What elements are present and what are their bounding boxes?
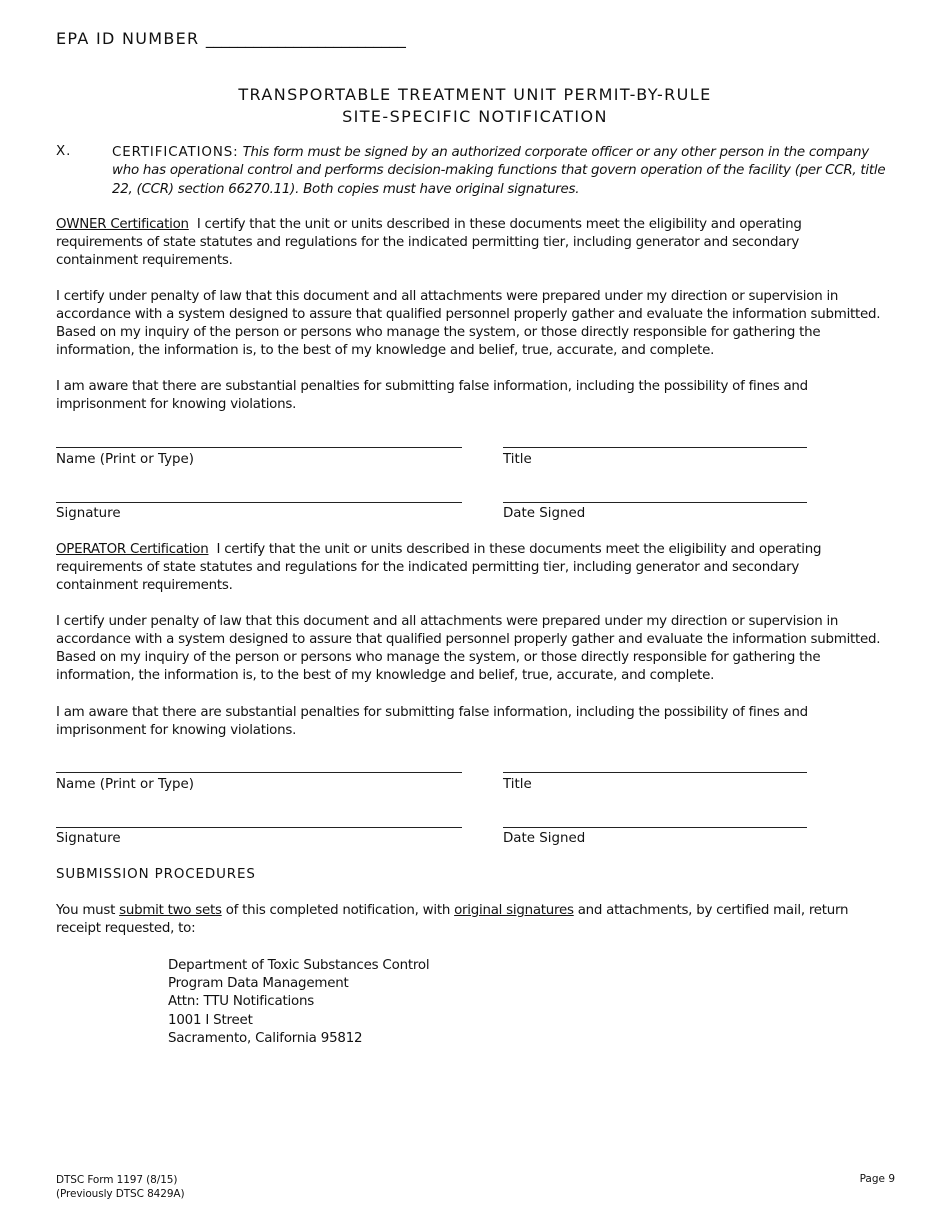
- owner-certification-heading: OWNER Certification: [56, 217, 189, 232]
- operator-date-field[interactable]: [503, 827, 807, 828]
- owner-p1-line2: requirements of state statutes and regulations for the indicated permitting tier, including generator and secondary: [56, 235, 800, 250]
- submission-text-c: of this completed notification, with: [221, 903, 455, 918]
- owner-date-label: Date Signed: [503, 506, 586, 521]
- address-line1: Department of Toxic Substances Control: [168, 958, 430, 973]
- operator-title-label: Title: [503, 777, 532, 792]
- owner-signature-field[interactable]: [56, 502, 462, 503]
- operator-p2-line4: information, the information is, to the best of my knowledge and belief, true, accurate, and complete.: [56, 668, 715, 683]
- operator-p1-line3: containment requirements.: [56, 578, 233, 593]
- page-number: Page 9: [859, 1173, 895, 1185]
- epa-id-field[interactable]: _________________________: [205, 29, 406, 48]
- operator-signature-field[interactable]: [56, 827, 462, 828]
- submission-text-e: and attachments, by certified mail, return: [573, 903, 849, 918]
- epa-id-label: [56, 29, 406, 48]
- original-signatures-emphasis: original signatures: [454, 903, 574, 918]
- owner-p3-line2: imprisonment for knowing violations.: [56, 397, 297, 412]
- owner-p1-text: I certify that the unit or units described in these documents meet the eligibility and operating: [196, 217, 802, 232]
- form-number: DTSC Form 1197 (8/15): [56, 1174, 178, 1186]
- certifications-note-line2: who has operational control and performs decision-making functions that govern operation of the facility (per CCR, title: [112, 163, 886, 179]
- operator-p2-line1: I certify under penalty of law that this document and all attachments were prepared under my direction or supervision in: [56, 614, 839, 629]
- operator-name-label: Name (Print or Type): [56, 777, 194, 792]
- form-title-line1: TRANSPORTABLE TREATMENT UNIT PERMIT-BY-RULE: [238, 85, 712, 104]
- section-number: X.: [56, 144, 72, 159]
- owner-p2-line2: accordance with a system designed to assure that qualified personnel properly gather and evaluate the information submitted.: [56, 307, 881, 322]
- submission-heading: SUBMISSION PROCEDURES: [56, 867, 256, 882]
- owner-p2-line1: I certify under penalty of law that this document and all attachments were prepared under my direction or supervision in: [56, 289, 839, 304]
- operator-name-field[interactable]: [56, 772, 462, 773]
- owner-name-field[interactable]: [56, 447, 462, 448]
- owner-p2-line3: Based on my inquiry of the person or persons who manage the system, or those directly responsible for gathering the: [56, 325, 821, 340]
- owner-signature-label: Signature: [56, 506, 121, 521]
- operator-p1-line1: [56, 542, 896, 557]
- submission-line1: [56, 903, 896, 918]
- owner-p1-line3: containment requirements.: [56, 253, 233, 268]
- owner-p1-line1: [56, 217, 896, 232]
- certifications-note-line1: This form must be signed by an authorized corporate officer or any other person in the company: [242, 145, 869, 160]
- owner-title-label: Title: [503, 452, 532, 467]
- address-line4: 1001 I Street: [168, 1012, 253, 1028]
- operator-signature-label: Signature: [56, 831, 121, 846]
- address-line5: Sacramento, California 95812: [168, 1030, 363, 1046]
- owner-p2-line4: information, the information is, to the best of my knowledge and belief, true, accurate, and complete.: [56, 343, 715, 358]
- operator-p1-text: I certify that the unit or units described in these documents meet the eligibility and operating: [216, 542, 822, 557]
- address-line2: Program Data Management: [168, 976, 349, 992]
- address-line3: Attn: TTU Notifications: [168, 994, 315, 1010]
- submit-two-sets-emphasis: submit two sets: [119, 903, 222, 918]
- operator-title-field[interactable]: [503, 772, 807, 773]
- operator-date-label: Date Signed: [503, 831, 586, 846]
- owner-title-field[interactable]: [503, 447, 807, 448]
- owner-name-label: Name (Print or Type): [56, 452, 194, 467]
- operator-p1-line2: requirements of state statutes and regulations for the indicated permitting tier, including generator and secondary: [56, 560, 800, 575]
- owner-date-field[interactable]: [503, 502, 807, 503]
- operator-p2-line2: accordance with a system designed to assure that qualified personnel properly gather and evaluate the information submitted.: [56, 632, 881, 647]
- section-certifications: [112, 144, 902, 199]
- operator-p3-line1: I am aware that there are substantial penalties for submitting false information, including the possibility of fines and: [56, 705, 808, 720]
- operator-certification-heading: OPERATOR Certification: [56, 542, 209, 557]
- operator-p2-line3: Based on my inquiry of the person or persons who manage the system, or those directly responsible for gathering the: [56, 650, 821, 665]
- owner-p3-line1: I am aware that there are substantial penalties for submitting false information, including the possibility of fines and: [56, 379, 808, 394]
- operator-p3-line2: imprisonment for knowing violations.: [56, 723, 297, 738]
- submission-line2: receipt requested, to:: [56, 921, 196, 936]
- form-title: [0, 84, 950, 128]
- submission-text-a: You must: [56, 903, 120, 918]
- mailing-address: [168, 957, 429, 1048]
- form-title-line2: SITE-SPECIFIC NOTIFICATION: [342, 107, 608, 126]
- footer-form-id: [56, 1173, 184, 1201]
- certifications-heading: CERTIFICATIONS:: [112, 145, 239, 160]
- epa-id-label-text: EPA ID NUMBER: [56, 29, 200, 48]
- certifications-note-line3: 22, (CCR) section 66270.11). Both copies must have original signatures.: [112, 181, 580, 197]
- previous-form-number: (Previously DTSC 8429A): [56, 1188, 185, 1200]
